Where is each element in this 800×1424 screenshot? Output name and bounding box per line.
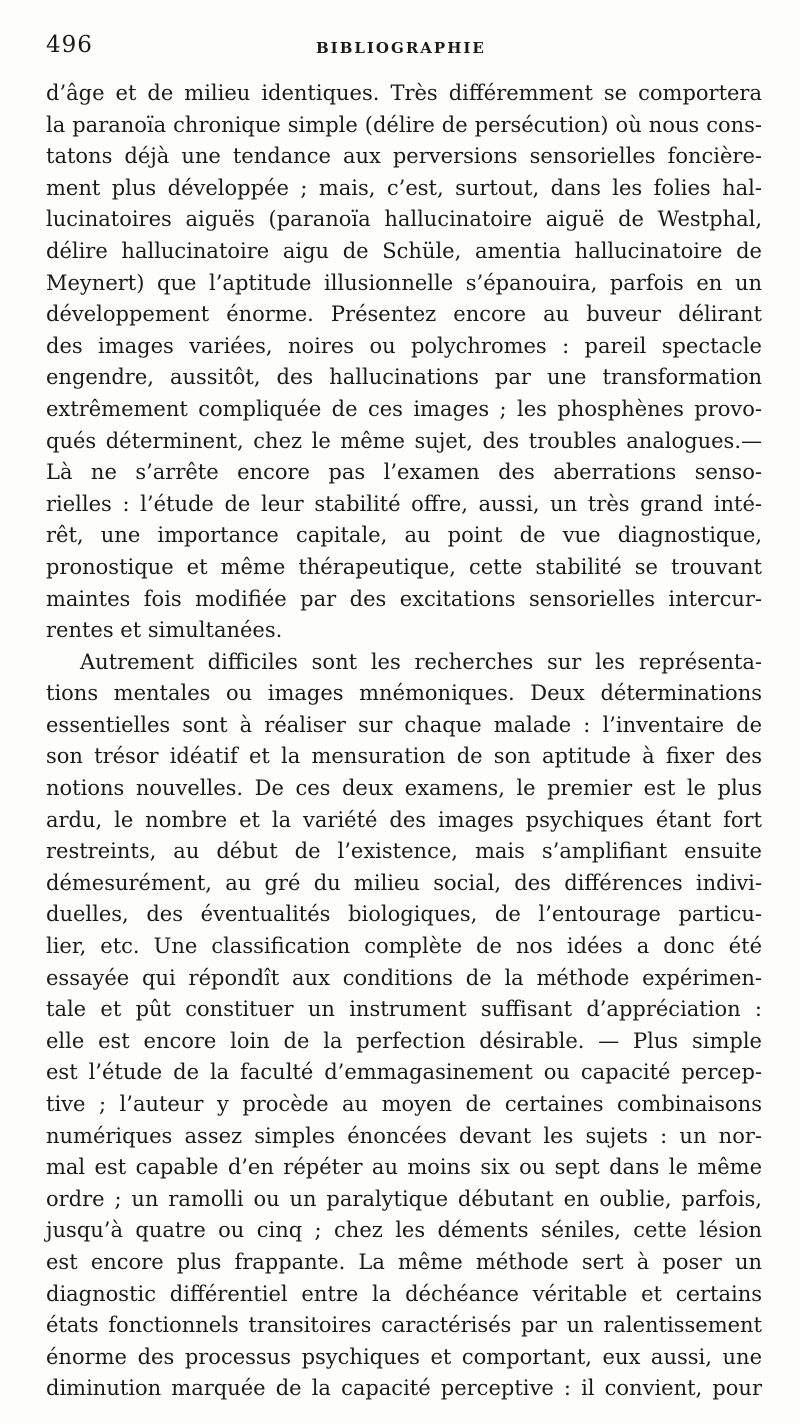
text-line: elle est encore loin de la perfection désirable. — Plus simple [46, 1028, 762, 1053]
body-text [46, 78, 762, 1405]
text-line: tions mentales ou images mnémoniques. Deux déterminations [46, 681, 762, 706]
text-line: est encore plus frappante. La même méthode sert à poser un [46, 1249, 762, 1274]
text-line: maintes fois modifiée par des excitations sensorielles intercur- [46, 586, 762, 611]
text-line: son trésor idéatif et la mensuration de son aptitude à fixer des [46, 744, 762, 769]
text-line: diminution marquée de la capacité perceptive : il convient, pour [46, 1376, 762, 1401]
text-line: est l’étude de la faculté d’emmagasinement ou capacité percep- [46, 1060, 762, 1085]
text-line: mal est capable d’en répéter au moins six ou sept dans le même [46, 1155, 762, 1180]
page-number: 496 [46, 32, 93, 58]
text-line: essentielles sont à réaliser sur chaque malade : l’inventaire de [46, 712, 762, 737]
text-line: tatons déjà une tendance aux perversions sensorielles foncière- [46, 144, 762, 169]
text-line: énorme des processus psychiques et comportant, eux aussi, une [46, 1344, 762, 1369]
text-line: rielles : l’étude de leur stabilité offre, aussi, un très grand inté- [46, 491, 762, 516]
text-line: ordre ; un ramolli ou un paralytique débutant en oublie, parfois, [46, 1186, 762, 1211]
running-title: BIBLIOGRAPHIE [316, 39, 486, 57]
text-line: extrêmement compliquée de ces images ; les phosphènes provo- [46, 396, 762, 421]
text-line: d’âge et de milieu identiques. Très différemment se comportera [46, 81, 762, 105]
text-line: lier, etc. Une classification complète de nos idées a donc été [46, 934, 762, 959]
text-line: Autrement difficiles sont les recherches sur les représenta- [80, 649, 762, 674]
text-line: qués déterminent, chez le même sujet, des troubles analogues.— [46, 428, 762, 453]
text-line: démesurément, au gré du milieu social, des différences indivi- [46, 870, 762, 895]
text-line: Meynert) que l’aptitude illusionnelle s’épanouira, parfois en un [46, 270, 762, 295]
text-line: essayée qui répondît aux conditions de la méthode expérimen- [46, 965, 762, 990]
text-line: états fonctionnels transitoires caractérisés par un ralentissement [46, 1313, 762, 1338]
text-line: délire hallucinatoire aigu de Schüle, amentia hallucinatoire de [46, 238, 762, 263]
text-line: diagnostic différentiel entre la déchéance véritable et certains [46, 1281, 762, 1306]
text-line: engendre, aussitôt, des hallucinations par une transformation [46, 365, 762, 390]
text-line: développement énorme. Présentez encore au buveur délirant [46, 302, 762, 327]
text-line: pronostique et même thérapeutique, cette stabilité se trouvant [46, 554, 762, 579]
text-line: Là ne s’arrête encore pas l’examen des aberrations senso- [46, 460, 762, 485]
text-line: numériques assez simples énoncées devant les sujets : un nor- [46, 1123, 762, 1148]
text-line: rentes et simultanées. [46, 618, 283, 643]
page-header [46, 32, 762, 68]
text-line: jusqu’à quatre ou cinq ; chez les déments séniles, cette lésion [46, 1218, 762, 1243]
text-line: notions nouvelles. De ces deux examens, le premier est le plus [46, 776, 762, 801]
text-line: tale et pût constituer un instrument suffisant d’appréciation : [46, 997, 762, 1022]
text-line: ardu, le nombre et la variété des images psychiques étant fort [46, 807, 762, 832]
text-line: rêt, une importance capitale, au point de vue diagnostique, [46, 523, 762, 548]
text-line: lucinatoires aiguës (paranoïa hallucinatoire aiguë de Westphal, [46, 207, 762, 232]
text-line: des images variées, noires ou polychromes : pareil spectacle [46, 333, 762, 358]
text-line: restreints, au début de l’existence, mais s’amplifiant ensuite [46, 839, 762, 864]
text-line: la paranoïa chronique simple (délire de persécution) où nous cons- [46, 112, 762, 137]
text-line: tive ; l’auteur y procède au moyen de certaines combinaisons [46, 1092, 762, 1116]
text-line: duelles, des éventualités biologiques, de l’entourage particu- [46, 902, 762, 927]
text-line: ment plus développée ; mais, c’est, surtout, dans les folies hal- [46, 175, 762, 200]
